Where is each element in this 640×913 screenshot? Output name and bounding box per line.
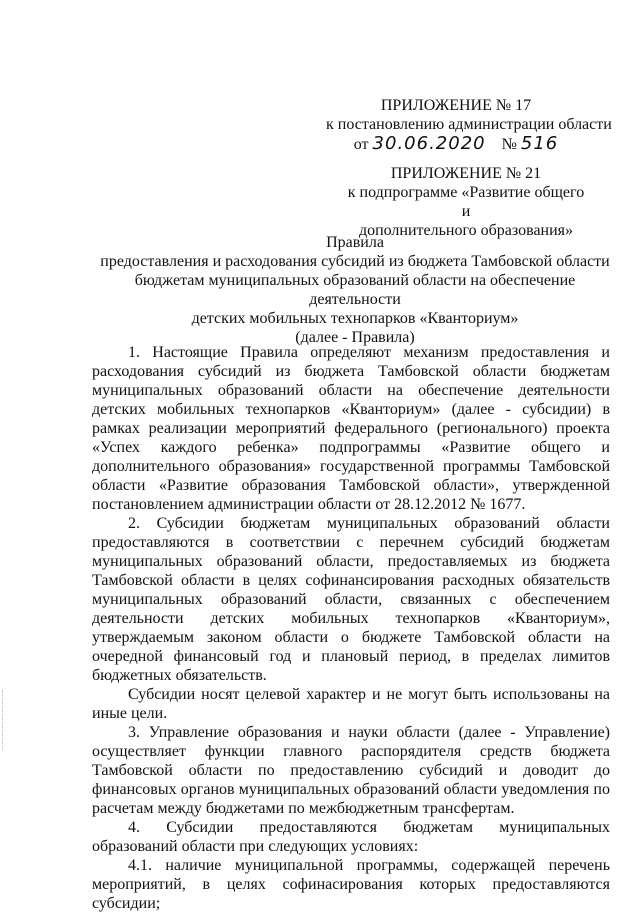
paragraph-4-1: 4.1. наличие муниципальной программы, содержащей перечень мероприятий, в целях софинасирования которых предоставляются субсидии;: [92, 857, 610, 912]
number-prefix: №: [501, 136, 517, 153]
date-prefix: от: [353, 136, 369, 153]
appendix-21-reference-line1: к подпрограмме «Развитие общего и: [347, 184, 585, 220]
paragraph-2-note: Субсидии носят целевой характер и не могут быть использованы на иные цели.: [92, 686, 610, 722]
paragraph-1: 1. Настоящие Правила определяют механизм предоставления и расходования субсидий из бюджета Тамбовской области бюджетам муниципальных образований области на обеспечение деятельности детских мобильных технопарков «Кванториум» (далее - субсидии) в рамках реализации мероприятий федерального (регионального) проекта «Успех каждого ребенка» подпрограммы «Развитие общего и дополнительного образования» государственной программы Тамбовской области «Развитие образования Тамбовской области», утвержденной постановлением администрации области от 28.12.2012 № 1677.: [92, 344, 610, 513]
appendix-17-date-line: [326, 134, 586, 154]
rules-heading: Правила: [326, 234, 384, 251]
number-handwritten: 516: [520, 133, 559, 154]
appendix-21-title: ПРИЛОЖЕНИЕ № 21: [390, 165, 542, 182]
appendix-17-reference: к постановлению администрации области: [326, 116, 612, 133]
rules-body: [92, 343, 610, 913]
appendix-17-title: ПРИЛОЖЕНИЕ № 17: [380, 97, 532, 114]
rules-subtitle-line2: бюджетам муниципальных образований области на обеспечение деятельности: [134, 272, 576, 308]
appendix-17-block: [326, 96, 612, 154]
rules-subtitle-line3: детских мобильных технопарков «Кванториум»: [191, 310, 519, 327]
rules-subtitle-line4: (далее - Правила): [295, 329, 415, 346]
paragraph-2: 2. Субсидии бюджетам муниципальных образований области предоставляются в соответствии с перечнем субсидий бюджетам муниципальных образований области, предоставляемых из бюджета Тамбовской области в целях софинансирования расходных обязательств муниципальных образований области, связанных с обеспечением деятельности детских мобильных технопарков «Кванториум», утверждаемым законом области о бюджете Тамбовской области на очередной финансовый год и плановый период, в пределах лимитов бюджетных обязательств.: [92, 515, 610, 684]
scan-margin-mark: [2, 690, 7, 750]
paragraph-3: 3. Управление образования и науки области (далее - Управление) осуществляет функции главного распорядителя средств бюджета Тамбовской области по предоставлению субсидий и доводит до финансовых органов муниципальных образований области уведомления по расчетам между бюджетами по межбюджетным трансфертам.: [92, 724, 610, 817]
appendix-21-block: [346, 164, 586, 240]
rules-subtitle-line1: предоставления и расходования субсидий из бюджета Тамбовской области: [100, 253, 610, 270]
rules-title-block: [90, 233, 620, 347]
date-handwritten: 30.06.2020: [372, 133, 486, 154]
paragraph-4: 4. Субсидии предоставляются бюджетам муниципальных образований области при следующих условиях:: [92, 819, 610, 855]
appendix-21-reference-line2: дополнительного образования»: [358, 222, 574, 239]
